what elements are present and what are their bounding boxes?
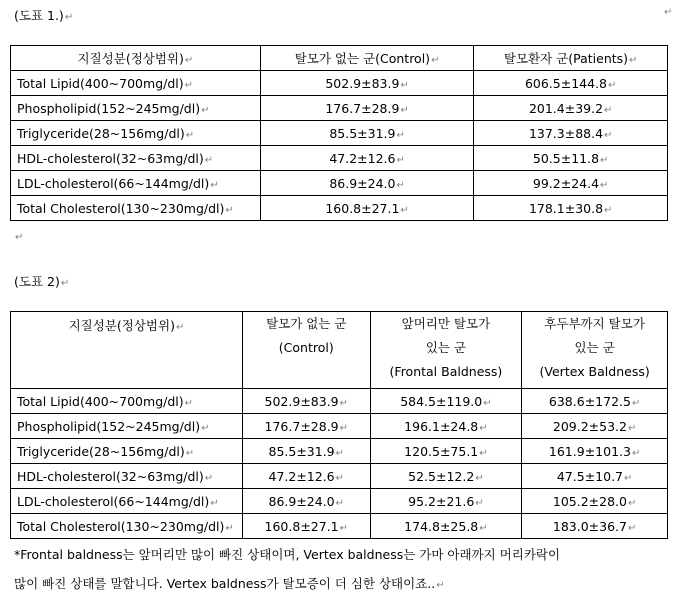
table-row [11,414,668,439]
table-cell: 196.1±24.8↵ [370,414,522,439]
table-row [11,514,668,539]
table-cell: 584.5±119.0↵ [370,389,522,414]
paragraph-mark: ↵ [64,12,74,23]
table-cell: 47.2±12.6↵ [260,146,474,171]
table-row [11,71,668,96]
row-label: LDL-cholesterol(66~144mg/dl)↵ [11,171,261,196]
table-cell: 50.5±11.8↵ [474,146,668,171]
table-cell: 86.9±24.0↵ [242,489,370,514]
row-label: Phospholipid(152~245mg/dl)↵ [11,414,243,439]
row-label: LDL-cholesterol(66~144mg/dl)↵ [11,489,243,514]
table-cell: 502.9±83.9↵ [260,71,474,96]
row-label: HDL-cholesterol(32~63mg/dl)↵ [11,464,243,489]
table-cell: 160.8±27.1↵ [260,196,474,221]
paragraph-mark: ↵ [15,232,24,243]
table-cell: 178.1±30.8↵ [474,196,668,221]
footnote-text-1: *Frontal baldness는 앞머리만 많이 빠진 상태이며, Vertex baldness는 가마 아래까지 머리카락이 [14,547,561,562]
header-cell: 탈모가 없는 군 (Control) [242,312,370,389]
caption-table-1 [14,6,73,24]
table-cell: 606.5±144.8↵ [474,71,668,96]
table-header-row [11,312,668,389]
table-cell: 502.9±83.9↵ [242,389,370,414]
table-header-row [11,46,668,71]
footnote-text-2: 많이 빠진 상태를 말합니다. Vertex baldness가 탈모증이 더 심한 상태이죠.. [14,576,436,591]
table-cell: 137.3±88.4↵ [474,121,668,146]
caption-1-text: (도표 1.) [14,8,64,23]
paragraph-mark: ↵ [436,580,445,591]
table-cell: 161.9±101.3↵ [522,439,668,464]
lipid-table-2 [10,311,668,539]
table-cell: 85.5±31.9↵ [260,121,474,146]
table-row [11,96,668,121]
header-cell: 지질성분(정상범위)↵ [11,46,261,71]
table-cell: 160.8±27.1↵ [242,514,370,539]
table-cell: 99.2±24.4↵ [474,171,668,196]
table-cell: 120.5±75.1↵ [370,439,522,464]
header-cell: 탈모환자 군(Patients)↵ [474,46,668,71]
row-label: Triglyceride(28~156mg/dl)↵ [11,439,243,464]
row-label: Total Cholesterol(130~230mg/dl)↵ [11,514,243,539]
table-row [11,146,668,171]
header-cell: 앞머리만 탈모가 있는 군 (Frontal Baldness) [370,312,522,389]
row-label: Triglyceride(28~156mg/dl)↵ [11,121,261,146]
table-cell: 176.7±28.9↵ [242,414,370,439]
row-label: Phospholipid(152~245mg/dl)↵ [11,96,261,121]
table-cell: 174.8±25.8↵ [370,514,522,539]
table-cell: 638.6±172.5↵ [522,389,668,414]
table-cell: 176.7±28.9↵ [260,96,474,121]
table-row [11,196,668,221]
table-cell: 47.2±12.6↵ [242,464,370,489]
table-row [11,464,668,489]
table-row [11,389,668,414]
table-cell: 47.5±10.7↵ [522,464,668,489]
caption-table-2 [14,272,69,290]
header-cell: 지질성분(정상범위)↵ [11,312,243,389]
table-row [11,489,668,514]
table-cell: 105.2±28.0↵ [522,489,668,514]
header-cell: 후두부까지 탈모가 있는 군 (Vertex Baldness) [522,312,668,389]
table-cell: 95.2±21.6↵ [370,489,522,514]
row-label: Total Lipid(400~700mg/dl)↵ [11,71,261,96]
row-label: Total Lipid(400~700mg/dl)↵ [11,389,243,414]
caption-2-text: (도표 2) [14,274,60,289]
row-label: Total Cholesterol(130~230mg/dl)↵ [11,196,261,221]
row-label: HDL-cholesterol(32~63mg/dl)↵ [11,146,261,171]
paragraph-mark: ↵ [60,278,70,289]
paragraph-mark: ↵ [664,7,673,18]
table-row [11,439,668,464]
table-row [11,171,668,196]
table-cell: 85.5±31.9↵ [242,439,370,464]
table-row [11,121,668,146]
header-cell: 탈모가 없는 군(Control)↵ [260,46,474,71]
table-cell: 86.9±24.0↵ [260,171,474,196]
table-cell: 201.4±39.2↵ [474,96,668,121]
table-cell: 183.0±36.7↵ [522,514,668,539]
lipid-table-1 [10,45,668,221]
table-cell: 209.2±53.2↵ [522,414,668,439]
table-cell: 52.5±12.2↵ [370,464,522,489]
footnote-line-1 [14,545,560,563]
footnote-line-2 [14,574,445,592]
